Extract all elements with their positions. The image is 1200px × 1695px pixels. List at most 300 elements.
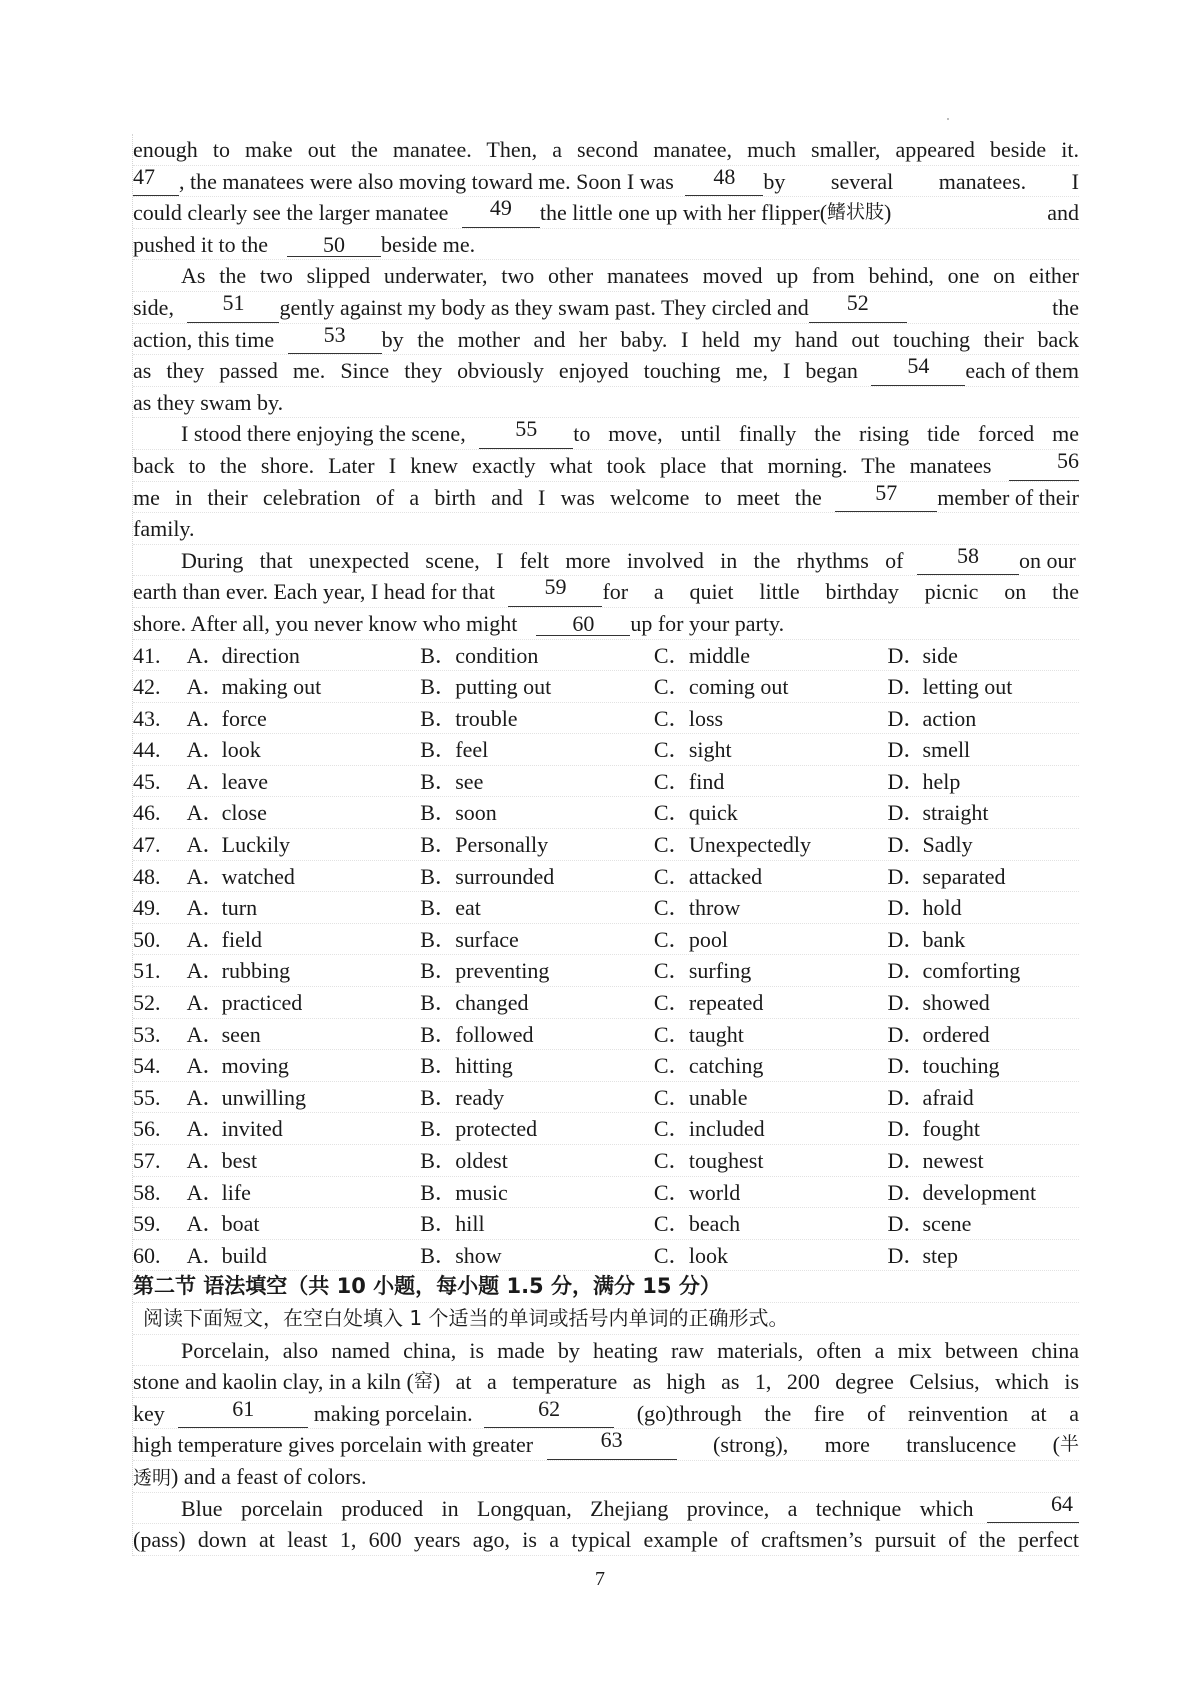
option-row [133, 671, 1079, 703]
option-letter: A． [186, 990, 225, 1016]
option-letter: C． [653, 1242, 691, 1268]
option-c[interactable] [654, 987, 888, 1018]
option-letter: B． [420, 800, 457, 826]
option-letter: D． [887, 832, 926, 858]
question-number: 49. [133, 895, 161, 921]
option-row [133, 1145, 1079, 1177]
passage-line: pushed it to the 50 beside me. [133, 229, 1079, 261]
option-letter: C． [653, 1084, 691, 1110]
option-text: build [221, 1242, 267, 1268]
option-text: scene [922, 1211, 972, 1237]
passage-line: family. [133, 513, 1079, 545]
chinese-gloss: 窑 [413, 1370, 433, 1393]
option-d[interactable] [888, 766, 1080, 797]
option-text: surface [455, 926, 519, 952]
option-text: invited [221, 1116, 283, 1142]
option-b[interactable] [420, 1208, 654, 1239]
option-d[interactable] [888, 987, 1080, 1018]
option-d[interactable] [888, 797, 1080, 828]
option-d[interactable] [888, 1050, 1080, 1081]
passage-line: 透明) and a feast of colors. [133, 1461, 1079, 1493]
option-a[interactable] [187, 734, 421, 765]
option-a[interactable] [187, 1082, 421, 1113]
option-c[interactable] [654, 766, 888, 797]
option-text: touching [922, 1053, 1000, 1079]
blank-49[interactable]: 49 [462, 197, 540, 228]
option-a[interactable] [187, 797, 421, 828]
option-text: changed [455, 990, 529, 1016]
option-row [133, 1208, 1079, 1240]
option-letter: A． [186, 863, 225, 889]
option-letter: B． [420, 642, 457, 668]
option-b[interactable] [420, 766, 654, 797]
blank-51[interactable]: 51 [187, 292, 279, 323]
option-c[interactable] [654, 703, 888, 734]
question-number: 42. [133, 674, 161, 700]
option-text: feel [455, 737, 489, 763]
blank-62[interactable]: 62 [484, 1398, 614, 1429]
option-text: newest [922, 1148, 984, 1173]
option-c[interactable] [654, 640, 888, 671]
blank-50[interactable]: 50 [287, 234, 381, 257]
option-letter: B． [420, 863, 457, 889]
option-text: moving [221, 1053, 289, 1079]
option-a[interactable] [187, 1177, 421, 1208]
blank-61[interactable]: 61 [178, 1398, 308, 1429]
option-a[interactable] [187, 1208, 421, 1239]
option-text: included [688, 1116, 765, 1142]
passage-line: Blue porcelain produced in Longquan, Zhejiang province, a technique which 64 [133, 1493, 1079, 1525]
option-text: help [922, 768, 961, 794]
question-number: 53. [133, 1021, 161, 1047]
option-letter: B． [420, 926, 457, 952]
option-letter: D． [887, 1148, 926, 1173]
option-text: fought [922, 1116, 980, 1142]
option-letter: B． [420, 768, 457, 794]
option-letter: C． [653, 958, 691, 984]
blank-54[interactable]: 54 [871, 355, 965, 386]
option-row [133, 703, 1079, 735]
option-b[interactable] [420, 797, 654, 828]
passage-line: shore. After all, you never know who might 60 up for your party. [133, 608, 1079, 640]
option-d[interactable] [888, 892, 1080, 923]
option-letter: D． [887, 895, 926, 921]
option-letter: C． [653, 674, 691, 700]
option-row [133, 1019, 1079, 1051]
option-letter: B． [420, 1179, 457, 1205]
question-number: 51. [133, 958, 161, 984]
option-letter: B． [420, 737, 457, 763]
option-text: direction [221, 642, 300, 668]
option-text: leave [221, 768, 269, 794]
question-number: 54. [133, 1053, 161, 1079]
option-letter: D． [887, 737, 926, 763]
option-letter: A． [186, 1021, 225, 1047]
passage-line: as they swam by. [133, 387, 1079, 419]
option-letter: A． [186, 1116, 225, 1142]
option-letter: D． [887, 705, 926, 731]
option-d[interactable] [888, 924, 1080, 955]
passage-line: action, this time 53 by the mother and her baby. I held my hand out touching their back [133, 324, 1079, 356]
option-letter: C． [653, 737, 691, 763]
option-text: straight [922, 800, 989, 826]
option-text: ordered [922, 1021, 990, 1047]
option-letter: B． [420, 1148, 457, 1173]
option-text: repeated [688, 990, 764, 1016]
option-b[interactable] [420, 955, 654, 986]
option-row [133, 1082, 1079, 1114]
option-text: coming out [688, 674, 789, 700]
option-row [133, 987, 1079, 1019]
option-a[interactable] [187, 892, 421, 923]
option-letter: B． [420, 958, 457, 984]
option-text: see [455, 768, 484, 794]
option-c[interactable] [654, 1145, 888, 1176]
option-letter: C． [653, 863, 691, 889]
option-c[interactable] [654, 924, 888, 955]
option-b[interactable] [420, 1050, 654, 1081]
option-text: taught [688, 1021, 744, 1047]
option-a[interactable] [187, 1113, 421, 1144]
scan-artifact-dot [947, 118, 949, 120]
option-text: action [922, 705, 977, 731]
option-letter: A． [186, 832, 225, 858]
option-text: oldest [455, 1148, 508, 1173]
question-number: 56. [133, 1116, 161, 1142]
option-c[interactable] [654, 892, 888, 923]
option-text: practiced [221, 990, 303, 1016]
passage-line: Porcelain, also named china, is made by heating raw materials, often a mix between china [133, 1335, 1079, 1367]
question-number: 48. [133, 863, 161, 889]
option-c[interactable] [654, 1208, 888, 1239]
chinese-gloss: 鳍状肢 [827, 201, 885, 224]
option-text: afraid [922, 1084, 974, 1110]
option-letter: C． [653, 1021, 691, 1047]
option-row [133, 1050, 1079, 1082]
option-a[interactable] [187, 955, 421, 986]
option-row [133, 1240, 1079, 1272]
option-c[interactable] [654, 829, 888, 860]
question-number: 46. [133, 800, 161, 826]
option-b[interactable] [420, 987, 654, 1018]
option-letter: D． [887, 990, 926, 1016]
option-b[interactable] [420, 640, 654, 671]
option-d[interactable] [888, 955, 1080, 986]
option-letter: B． [420, 990, 457, 1016]
option-text: smell [922, 737, 971, 763]
option-text: preventing [455, 958, 550, 984]
option-row [133, 797, 1079, 829]
option-b[interactable] [420, 1019, 654, 1050]
option-letter: D． [887, 1211, 926, 1237]
option-c[interactable] [654, 955, 888, 986]
option-text: soon [455, 800, 497, 826]
option-letter: B． [420, 1053, 457, 1079]
option-c[interactable] [654, 1019, 888, 1050]
option-letter: A． [186, 926, 225, 952]
option-letter: D． [887, 642, 926, 668]
option-a[interactable] [187, 703, 421, 734]
option-text: find [688, 768, 725, 794]
passage-line: earth than ever. Each year, I head for that 59 for a quiet little birthday picnic on the [133, 576, 1079, 608]
option-text: followed [455, 1021, 534, 1047]
option-text: hill [455, 1211, 485, 1237]
option-letter: A． [186, 737, 225, 763]
page-number: 7 [595, 1568, 605, 1590]
option-a[interactable] [187, 640, 421, 671]
option-c[interactable] [654, 1082, 888, 1113]
question-number: 47. [133, 832, 161, 858]
option-letter: A． [186, 642, 225, 668]
option-letter: D． [887, 1242, 926, 1268]
section-instruction: 阅读下面短文，在空白处填入 1 个适当的单词或括号内单词的正确形式。 [133, 1303, 1079, 1335]
option-text: field [221, 926, 262, 952]
option-text: condition [455, 642, 539, 668]
option-text: seen [221, 1021, 261, 1047]
option-a[interactable] [187, 861, 421, 892]
option-c[interactable] [654, 797, 888, 828]
option-row [133, 1113, 1079, 1145]
option-text: hitting [455, 1053, 513, 1079]
question-number: 44. [133, 737, 161, 763]
question-number: 41. [133, 642, 161, 668]
option-letter: A． [186, 1242, 225, 1268]
option-c[interactable] [654, 861, 888, 892]
blank-60[interactable]: 60 [536, 613, 630, 636]
option-row [133, 734, 1079, 766]
option-a[interactable] [187, 1019, 421, 1050]
option-b[interactable] [420, 703, 654, 734]
option-text: comforting [922, 958, 1021, 984]
blank-59[interactable]: 59 [508, 576, 602, 607]
option-letter: D． [887, 958, 926, 984]
option-text: Personally [455, 832, 549, 858]
option-text: separated [922, 863, 1006, 889]
question-number: 52. [133, 990, 161, 1016]
option-text: boat [221, 1211, 260, 1237]
option-letter: C． [653, 1116, 691, 1142]
option-letter: B． [420, 674, 457, 700]
option-letter: D． [887, 1021, 926, 1047]
passage-line: back to the shore. Later I knew exactly what took place that morning. The manatees 56 [133, 450, 1079, 482]
option-c[interactable] [654, 1240, 888, 1271]
option-row [133, 955, 1079, 987]
option-letter: C． [653, 832, 691, 858]
option-text: unwilling [221, 1084, 306, 1110]
option-b[interactable] [420, 1177, 654, 1208]
option-a[interactable] [187, 924, 421, 955]
passage-line: As the two slipped underwater, two other manatees moved up from behind, one on either [133, 260, 1079, 292]
option-letter: B． [420, 1021, 457, 1047]
option-text: ready [455, 1084, 505, 1110]
passage-line: During that unexpected scene, I felt more involved in the rhythms of 58 on our [133, 545, 1079, 577]
option-letter: D． [887, 674, 926, 700]
blank-52[interactable]: 52 [809, 292, 907, 323]
option-letter: A． [186, 958, 225, 984]
passage-line: (pass) down at least 1, 600 years ago, is a typical example of craftsmen’s pursuit of the perfect [133, 1524, 1079, 1556]
option-a[interactable] [187, 1050, 421, 1081]
option-letter: C． [653, 642, 691, 668]
question-number: 57. [133, 1148, 161, 1173]
option-a[interactable] [187, 1240, 421, 1271]
option-a[interactable] [187, 766, 421, 797]
option-letter: A． [186, 1179, 225, 1205]
option-d[interactable] [888, 1208, 1080, 1239]
option-c[interactable] [654, 671, 888, 702]
option-d[interactable] [888, 1113, 1080, 1144]
chinese-gloss: 透明 [133, 1466, 172, 1489]
option-text: development [922, 1179, 1037, 1205]
option-text: beach [688, 1211, 741, 1237]
question-number: 45. [133, 768, 161, 794]
option-row [133, 829, 1079, 861]
option-text: quick [688, 800, 738, 826]
option-letter: A． [186, 1211, 225, 1237]
option-text: world [688, 1179, 741, 1205]
option-b[interactable] [420, 1240, 654, 1271]
option-letter: D． [887, 1053, 926, 1079]
question-number: 43. [133, 705, 161, 731]
option-letter: C． [653, 705, 691, 731]
option-d[interactable] [888, 861, 1080, 892]
option-b[interactable] [420, 671, 654, 702]
option-text: music [455, 1179, 508, 1205]
option-letter: B． [420, 1211, 457, 1237]
question-number: 55. [133, 1084, 161, 1110]
option-text: rubbing [221, 958, 291, 984]
blank-64[interactable]: 64 [987, 1493, 1079, 1524]
option-c[interactable] [654, 1177, 888, 1208]
option-letter: B． [420, 705, 457, 731]
option-letter: A． [186, 768, 225, 794]
option-d[interactable] [888, 703, 1080, 734]
option-letter: B． [420, 832, 457, 858]
grammar-passage [133, 1335, 1079, 1556]
blank-57[interactable]: 57 [835, 482, 937, 513]
option-c[interactable] [654, 734, 888, 765]
blank-56[interactable]: 56 [1009, 450, 1079, 481]
option-text: bank [922, 926, 966, 952]
option-row [133, 861, 1079, 893]
question-number: 50. [133, 926, 161, 952]
option-b[interactable] [420, 1145, 654, 1176]
option-b[interactable] [420, 1082, 654, 1113]
option-letter: C． [653, 895, 691, 921]
option-b[interactable] [420, 861, 654, 892]
option-d[interactable] [888, 1240, 1080, 1271]
blank-63[interactable]: 63 [547, 1429, 677, 1460]
cloze-passage [133, 134, 1079, 640]
option-d[interactable] [888, 1177, 1080, 1208]
option-text: putting out [455, 674, 552, 700]
question-number: 58. [133, 1179, 161, 1205]
option-c[interactable] [654, 1050, 888, 1081]
option-d[interactable] [888, 1082, 1080, 1113]
option-text: hold [922, 895, 962, 921]
chinese-gloss: 半 [1059, 1433, 1079, 1456]
option-text: trouble [455, 705, 518, 731]
option-letter: D． [887, 926, 926, 952]
option-letter: C． [653, 1211, 691, 1237]
passage-line: me in their celebration of a birth and I was welcome to meet the 57 member of their [133, 482, 1079, 514]
option-row [133, 892, 1079, 924]
option-letter: B． [420, 1242, 457, 1268]
option-letter: C． [653, 1053, 691, 1079]
option-row [133, 766, 1079, 798]
option-c[interactable] [654, 1113, 888, 1144]
option-text: watched [221, 863, 295, 889]
option-b[interactable] [420, 1113, 654, 1144]
option-text: loss [688, 705, 724, 731]
option-b[interactable] [420, 734, 654, 765]
passage-line: could clearly see the larger manatee 49 the little one up with her flipper( 鳍状肢 ) and [133, 197, 1079, 229]
option-text: step [922, 1242, 958, 1268]
option-row [133, 1177, 1079, 1209]
option-text: surrounded [455, 863, 555, 889]
option-a[interactable] [187, 671, 421, 702]
option-text: middle [688, 642, 750, 668]
passage-line: high temperature gives porcelain with greater 63 (strong), more translucence ( 半 [133, 1429, 1079, 1461]
option-letter: C． [653, 1148, 691, 1173]
question-number: 60. [133, 1242, 161, 1268]
blank-47[interactable]: 47 [133, 166, 179, 197]
option-b[interactable] [420, 892, 654, 923]
option-letter: A． [186, 800, 225, 826]
blank-58[interactable]: 58 [917, 545, 1019, 576]
option-b[interactable] [420, 924, 654, 955]
option-a[interactable] [187, 987, 421, 1018]
option-text: making out [221, 674, 322, 700]
question-number: 59. [133, 1211, 161, 1237]
blank-53[interactable]: 53 [288, 324, 382, 355]
option-text: letting out [922, 674, 1013, 700]
option-letter: B． [420, 1084, 457, 1110]
option-text: surfing [688, 958, 752, 984]
option-letter: A． [186, 705, 225, 731]
option-letter: C． [653, 990, 691, 1016]
option-text: look [221, 737, 261, 763]
option-d[interactable] [888, 1019, 1080, 1050]
option-text: unable [688, 1084, 748, 1110]
option-text: throw [688, 895, 741, 921]
option-b[interactable] [420, 829, 654, 860]
option-d[interactable] [888, 671, 1080, 702]
option-text: catching [688, 1053, 764, 1079]
option-d[interactable] [888, 734, 1080, 765]
option-text: turn [221, 895, 258, 921]
option-a[interactable] [187, 829, 421, 860]
option-d[interactable] [888, 829, 1080, 860]
option-text: force [221, 705, 267, 731]
blank-55[interactable]: 55 [479, 418, 573, 449]
option-letter: D． [887, 768, 926, 794]
option-letter: C． [653, 768, 691, 794]
option-letter: A． [186, 674, 225, 700]
option-text: pool [688, 926, 728, 952]
passage-line: side, 51 gently against my body as they swam past. They circled and 52 the [133, 292, 1079, 324]
option-letter: A． [186, 1148, 225, 1173]
blank-48[interactable]: 48 [685, 166, 763, 197]
option-text: Luckily [221, 832, 291, 858]
option-letter: D． [887, 863, 926, 889]
option-row [133, 640, 1079, 672]
option-d[interactable] [888, 640, 1080, 671]
option-d[interactable] [888, 1145, 1080, 1176]
option-text: Sadly [922, 832, 973, 858]
option-a[interactable] [187, 1145, 421, 1176]
option-letter: A． [186, 1084, 225, 1110]
passage-line: stone and kaolin clay, in a kiln ( 窑 ) at a temperature as high as 1, 200 degree Celsius, which is [133, 1366, 1079, 1398]
